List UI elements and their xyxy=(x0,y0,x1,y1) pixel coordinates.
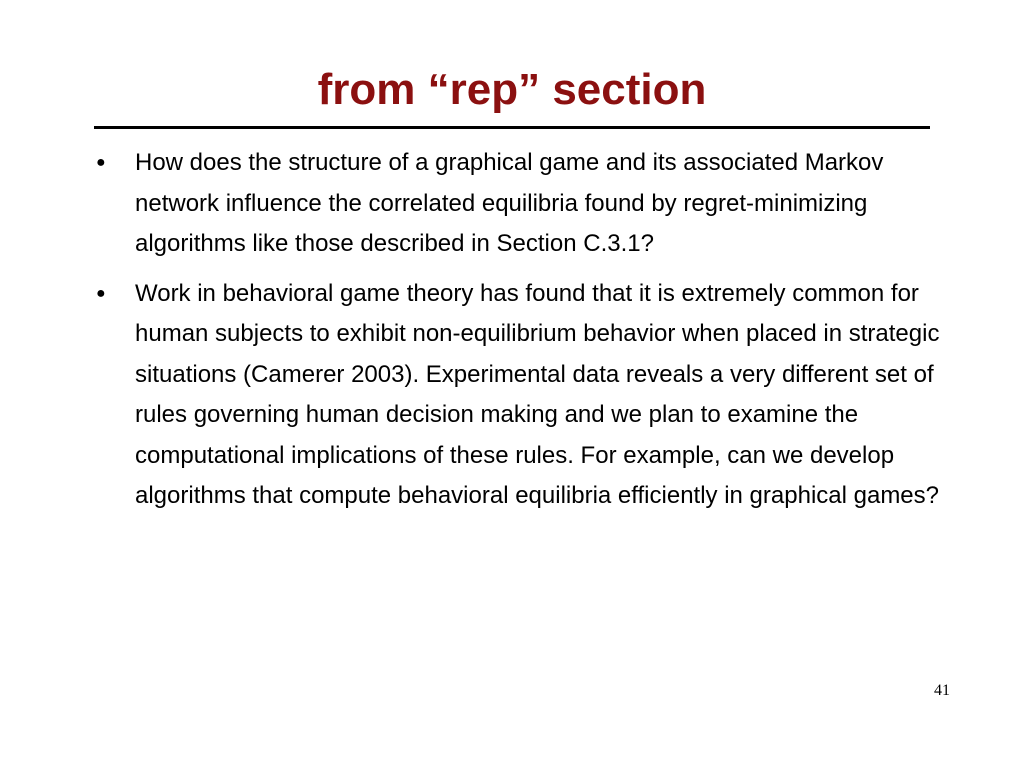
bullet-item xyxy=(94,143,954,265)
bullet-item xyxy=(94,274,954,517)
page-number: 41 xyxy=(934,682,950,699)
bullet-text: Work in behavioral game theory has found that it is extremely common for human subjects to exhibit non-equilibrium behavior when placed in strategic situations (Camerer 2003). Experimental data reveals a very different set of rules governing human decision making and we plan to examine the computational implications of these rules. For example, can we develop algorithms that compute behavioral equilibria efficiently in graphical games? xyxy=(135,279,940,509)
bullet-dot-icon: ● xyxy=(96,284,106,302)
title-underline xyxy=(94,126,930,129)
slide-title: from “rep” section xyxy=(317,65,707,114)
bullet-text: How does the structure of a graphical game and its associated Markov network influence the correlated equilibria found by regret-minimizing algorithms like those described in Section C.3.1? xyxy=(135,149,884,257)
bullet-list xyxy=(94,143,954,526)
bullet-dot-icon: ● xyxy=(96,154,106,171)
